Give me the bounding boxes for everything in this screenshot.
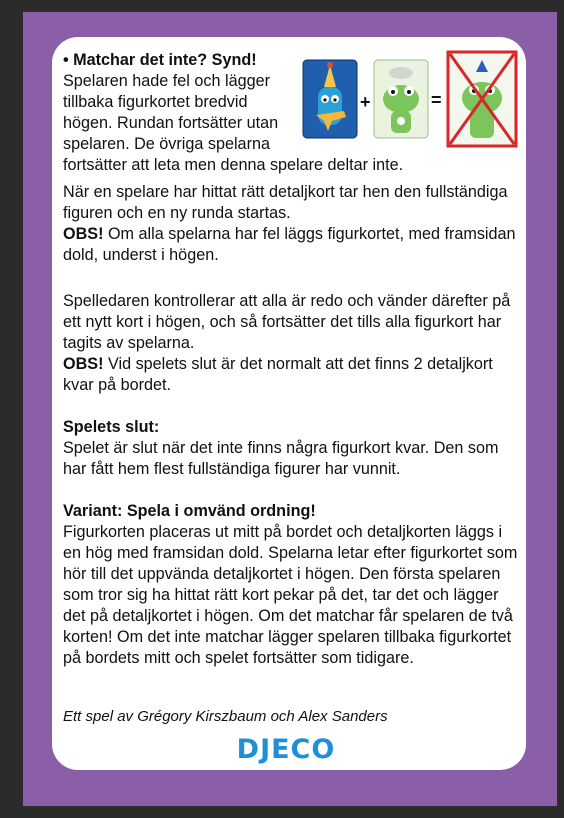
intro-line: spelaren. De övriga spelarna [63, 135, 270, 153]
obs-text: Vid spelets slut är det normalt att det finns 2 detaljkort kvar på bordet. [63, 355, 493, 394]
crossed-out-card-image [446, 50, 518, 148]
plus-sign: + [360, 92, 371, 112]
section-text: Spelet är slut när det inte finns några figurkort kvar. Den som har fått hem flest fullständiga figurer har vunnit. [63, 439, 499, 478]
figure-card-image [373, 59, 429, 139]
intro-line: tillbaka figurkortet bredvid [63, 93, 248, 111]
detail-card-image [302, 59, 358, 139]
intro-line: fortsätter att leta men denna spelare deltar inte. [63, 156, 404, 174]
section-variant [63, 501, 523, 669]
djeco-logo: DJECO [236, 734, 336, 765]
intro-heading: • Matchar det inte? Synd! [63, 51, 257, 69]
credit-line: Ett spel av Grégory Kirszbaum och Alex Sanders [63, 708, 388, 725]
paragraph-new-round [63, 182, 523, 266]
paragraph-text: Spelledaren kontrollerar att alla är redo och vänder därefter på ett nytt kort i högen, och så fortsätter det tills alla figurkort har tagits av spelarna. [63, 292, 511, 352]
equals-sign: = [431, 90, 442, 110]
obs-label: OBS! [63, 355, 104, 373]
section-heading: Variant: Spela i omvänd ordning! [63, 502, 316, 520]
paragraph-text: När en spelare har hittat rätt detaljkort tar hen den fullständiga figuren och en ny runda startas. [63, 183, 508, 222]
section-game-end [63, 417, 523, 480]
paragraph-game-leader [63, 291, 523, 396]
obs-text: Om alla spelarna har fel läggs figurkortet, med framsidan dold, underst i högen. [63, 225, 516, 264]
intro-line: Spelaren hade fel och lägger [63, 72, 270, 90]
section-text: Figurkorten placeras ut mitt på bordet och detaljkorten läggs i en hög med framsidan dold. Spelarna letar efter figurkortet som hör till det uppvända detaljkortet i högen. Den första spelaren som tror sig ha hittat rätt kort pekar på det, tar det och lägger det på detaljkortet i högen. Om det matchar får spelaren de två korten! Om det inte matchar lägger spelaren tillbaka figurkortet på bordets mitt och spelet fortsätter som tidigare. [63, 523, 518, 667]
intro-line: högen. Rundan fortsätter utan [63, 114, 279, 132]
obs-label: OBS! [63, 225, 104, 243]
section-heading: Spelets slut: [63, 418, 160, 436]
intro-section [63, 50, 404, 176]
